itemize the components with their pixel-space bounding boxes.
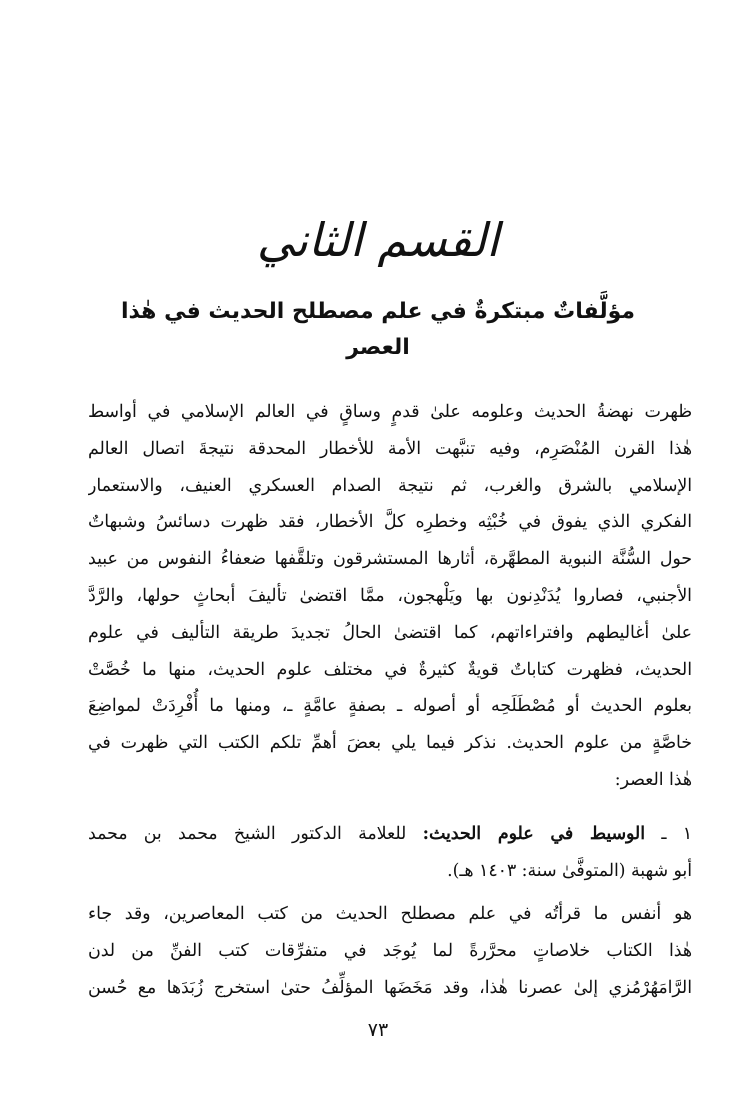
entry-line: أبو شهبة (المتوفَّىٰ سنة: ١٤٠٣ هـ). — [447, 860, 692, 881]
section-title: القسم الثاني — [256, 213, 500, 267]
entry-title: الوسيط في علوم الحديث: — [422, 824, 646, 844]
text-line: هٰذا العصر: — [614, 769, 692, 790]
text-line: الأجنبي، فصاروا يُدَنْدِنون بها ويَلْهجون، ممَّا اقتضىٰ تأليفَ أبحاثٍ حولها، والرَّدَّ — [88, 585, 692, 606]
text-line: هٰذا الكتاب خلاصاتٍ محرَّرةً لما يُوجَد في متفرِّقات كتب الفنِّ من لدن — [88, 940, 692, 961]
text-line: الرَّامَهُرْمُزي إلىٰ عصرنا هٰذا، وقد مَخَضَها المؤلِّفُ حتىٰ استخرج زُبَدَها مع حُسن — [88, 977, 692, 998]
page-number: ٧٣ — [367, 1019, 389, 1041]
text-line: الفكري الذي يفوق في خُبْثِه وخطرِه كلَّ الأخطار، فقد ظهرت دسائسُ وشبهاتٌ — [88, 512, 692, 533]
text-line: بعلوم الحديث أو مُصْطَلَحِه أو أصوله ـ بصفةٍ عامَّةٍ ـ، ومنها ما أُفْرِدَتْ لمواضِعَ — [88, 696, 692, 717]
text-line: حول السُّنَّة النبوية المطهَّرة، أثارها المستشرقون وتلقَّفها ضعفاءُ النفوس من عبيد — [88, 549, 692, 570]
intro-paragraph — [88, 394, 692, 799]
entry-number: ١ ـ — [661, 824, 692, 844]
chapter-subtitle: مؤلَّفاتٌ مبتكرةٌ في علم مصطلح الحديث في هٰذا العصر — [120, 299, 636, 360]
text-line: الإسلامي بالشرق والغرب، ثم نتيجة الصدام العسكري العنيف، والاستعمار — [88, 475, 692, 496]
text-line: هٰذا القرن المُنْصَرِم، وفيه تنبَّهت الأمة للأخطار المحدقة نتيجةَ اتصال العالم — [88, 438, 692, 459]
text-line: الحديث، فظهرت كتاباتٌ قويةٌ كثيرةٌ في مختلف علوم الحديث، منها ما خُصَّتْ — [88, 659, 692, 680]
text-line: علىٰ أغاليطهم وافتراءاتهم، كما اقتضىٰ الحالُ تجديدَ طريقة التأليف في علوم — [88, 622, 692, 643]
text-line: خاصَّةٍ من علوم الحديث. نذكر فيما يلي بعضَ أهمِّ تلكم الكتب التي ظهرت في — [88, 733, 692, 754]
text-line: ظهرت نهضةُ الحديث وعلومه علىٰ قدمٍ وساقٍ في العالم الإسلامي في أواسط — [88, 402, 692, 422]
book-entry — [88, 816, 692, 890]
text-line: هو أنفس ما قرأتُه في علم مصطلح الحديث من كتب المعاصرين، وقد جاء — [88, 904, 692, 924]
entry-author: للعلامة الدكتور الشيخ محمد بن محمد — [88, 824, 407, 844]
entry-line — [88, 816, 692, 853]
description-paragraph — [88, 896, 692, 1006]
